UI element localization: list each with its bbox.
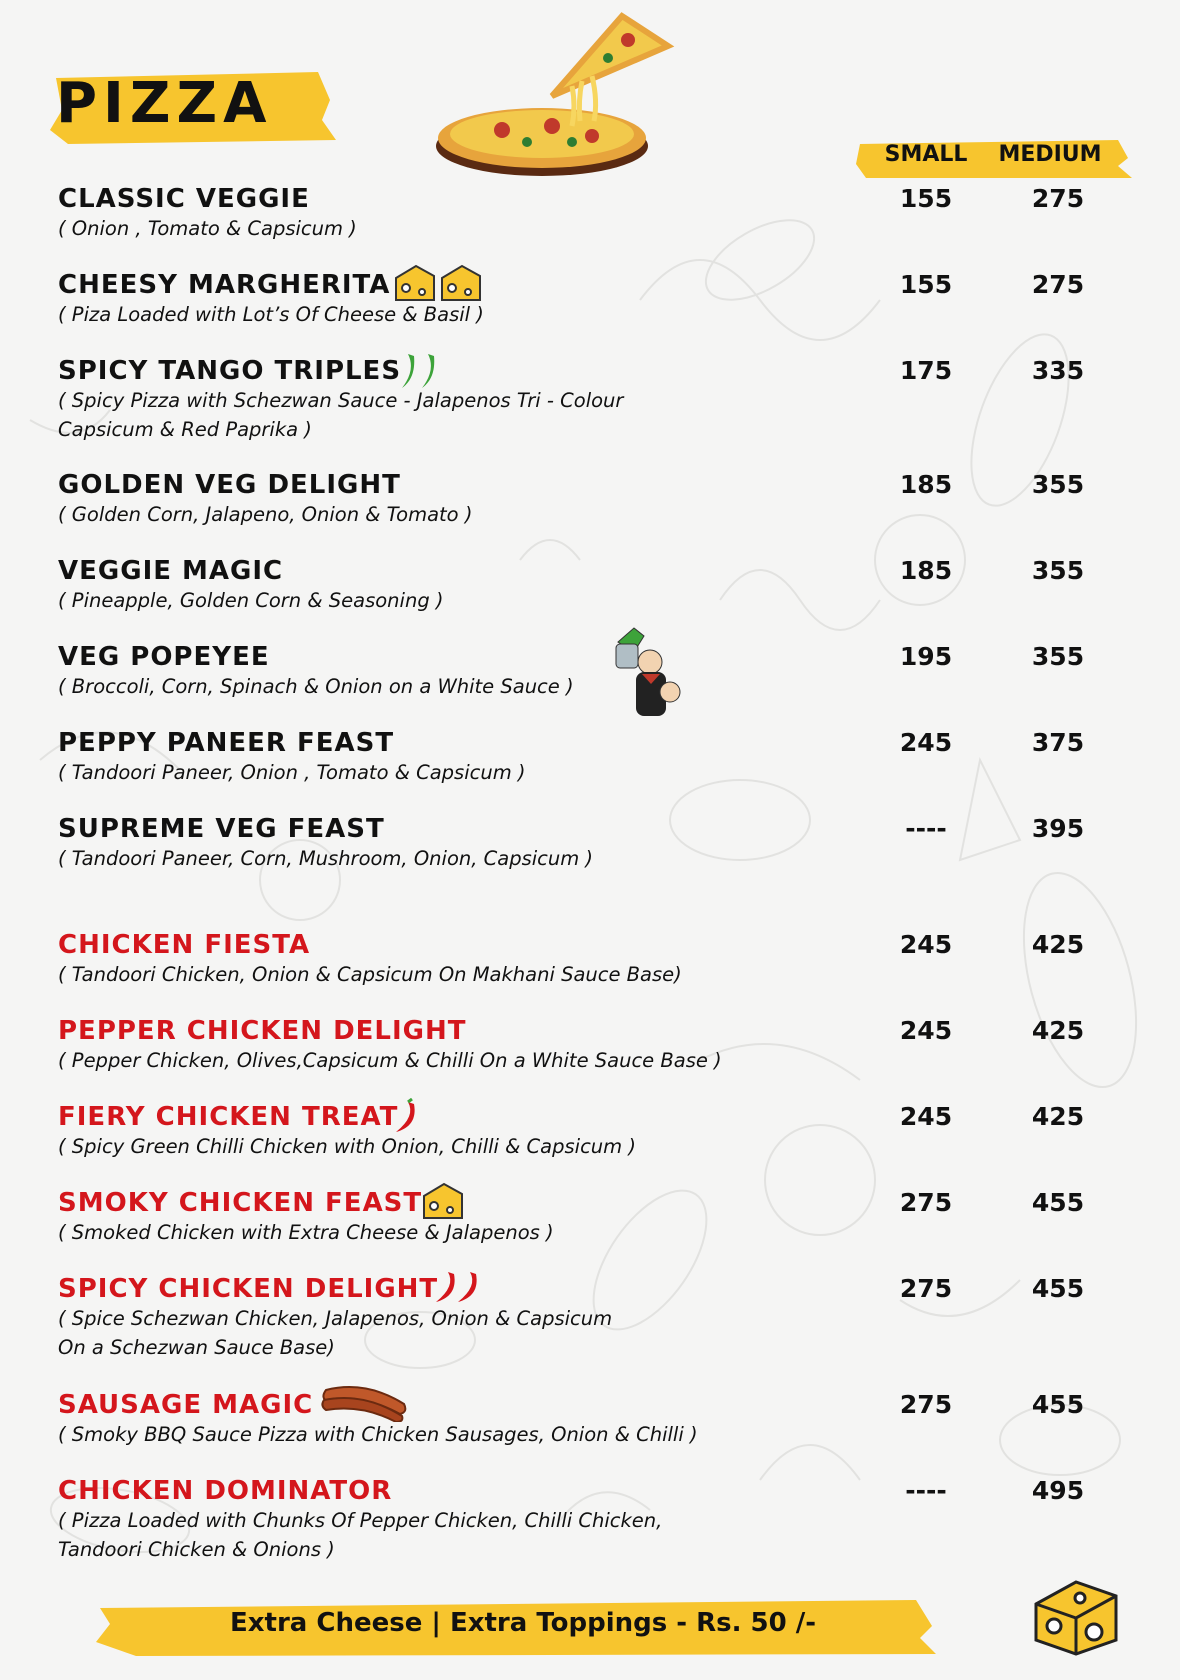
price-small: ---- [905,1476,947,1505]
pizza-slice-illustration [432,6,692,182]
cheese-icon [394,262,484,304]
item-name: CHICKEN FIESTA [58,930,311,960]
menu-item-golden-veg-delight [58,470,1158,529]
price-medium: 495 [1031,1476,1085,1505]
menu-item-classic-veggie [58,184,1158,243]
menu-item-veg-popeyee [58,642,1158,701]
cheese-icon [422,1180,464,1222]
menu-item-chicken-fiesta [58,930,1158,989]
menu-item-pepper-chicken-delight [58,1016,1158,1075]
item-name: PEPPY PANEER FEAST [58,728,395,758]
price-medium: 355 [1031,470,1085,499]
menu-item-cheesy-margherita [58,270,1158,329]
menu-item-sausage-magic [58,1390,1158,1449]
menu-item-chicken-dominator [58,1476,1158,1564]
item-description: ( Piza Loaded with Lot’s Of Cheese & Basil ) [58,303,484,326]
price-small: 245 [899,1016,953,1045]
price-small: 195 [899,642,953,671]
extras-note: Extra Cheese | Extra Toppings - Rs. 50 /- [230,1608,817,1638]
price-small: 155 [899,184,953,213]
price-medium: 425 [1031,930,1085,959]
menu-item-spicy-chicken-delight [58,1274,1158,1362]
price-medium: 395 [1031,814,1085,843]
menu-item-supreme-veg-feast [58,814,1158,873]
price-small: 275 [899,1274,953,1303]
red-chilli-icon [430,1268,480,1304]
price-medium: 425 [1031,1102,1085,1131]
price-small: 275 [899,1188,953,1217]
item-name: FIERY CHICKEN TREAT [58,1102,399,1132]
price-medium: 455 [1031,1390,1085,1419]
item-description: ( Spicy Green Chilli Chicken with Onion, Chilli & Capsicum ) [58,1135,636,1158]
item-name: SPICY TANGO TRIPLES [58,356,402,386]
price-small: 245 [899,930,953,959]
item-description: ( Pepper Chicken, Olives,Capsicum & Chilli On a White Sauce Base ) [58,1049,722,1072]
price-small: 185 [899,470,953,499]
item-name: SUPREME VEG FEAST [58,814,385,844]
sausage-icon [320,1376,410,1422]
price-small: ---- [905,814,947,843]
page-title: PIZZA [56,71,273,136]
price-medium: 455 [1031,1274,1085,1303]
menu-item-peppy-paneer-feast [58,728,1158,787]
item-description: ( Smoked Chicken with Extra Cheese & Jalapenos ) [58,1221,554,1244]
item-name: VEG POPEYEE [58,642,270,672]
item-name: PEPPER CHICKEN DELIGHT [58,1016,467,1046]
item-description: ( Pizza Loaded with Chunks Of Pepper Chicken, Chilli Chicken, Tandoori Chicken & Onions ) [58,1509,663,1561]
item-description: ( Pineapple, Golden Corn & Seasoning ) [58,589,444,612]
item-description: ( Spicy Pizza with Schezwan Sauce - Jalapenos Tri - Colour Capsicum & Red Paprika ) [58,389,624,441]
item-description: ( Onion , Tomato & Capsicum ) [58,217,357,240]
popeye-icon [610,622,684,722]
item-name: CHICKEN DOMINATOR [58,1476,393,1506]
price-small: 185 [899,556,953,585]
item-description: ( Golden Corn, Jalapeno, Onion & Tomato ) [58,503,473,526]
item-name: GOLDEN VEG DELIGHT [58,470,401,500]
item-description: ( Tandoori Chicken, Onion & Capsicum On Makhani Sauce Base) [58,963,682,986]
price-small: 175 [899,356,953,385]
menu-item-spicy-tango-triples [58,356,1158,444]
item-description: ( Spice Schezwan Chicken, Jalapenos, Onion & Capsicum On a Schezwan Sauce Base) [58,1307,613,1359]
item-description: ( Tandoori Paneer, Onion , Tomato & Capsicum ) [58,761,526,784]
item-name: CHEESY MARGHERITA [58,270,391,300]
item-name: SAUSAGE MAGIC [58,1390,314,1420]
column-header-medium: MEDIUM [998,142,1102,167]
item-description: ( Tandoori Paneer, Corn, Mushroom, Onion, Capsicum ) [58,847,594,870]
item-name: SPICY CHICKEN DELIGHT [58,1274,439,1304]
item-name: VEGGIE MAGIC [58,556,284,586]
price-medium: 275 [1031,270,1085,299]
menu-item-fiery-chicken-treat [58,1102,1158,1161]
item-description: ( Broccoli, Corn, Spinach & Onion on a White Sauce ) [58,675,574,698]
price-medium: 375 [1031,728,1085,757]
price-small: 245 [899,1102,953,1131]
item-description: ( Smoky BBQ Sauce Pizza with Chicken Sausages, Onion & Chilli ) [58,1423,698,1446]
column-header-small: SMALL [884,142,968,167]
cheese-wheel-icon [1030,1574,1122,1656]
price-small: 275 [899,1390,953,1419]
item-name: CLASSIC VEGGIE [58,184,310,214]
red-chilli-icon [388,1098,418,1134]
price-medium: 455 [1031,1188,1085,1217]
green-chilli-icon [394,350,440,390]
price-small: 245 [899,728,953,757]
menu-item-smoky-chicken-feast [58,1188,1158,1247]
price-medium: 425 [1031,1016,1085,1045]
price-medium: 355 [1031,642,1085,671]
price-small: 155 [899,270,953,299]
price-medium: 275 [1031,184,1085,213]
menu-item-veggie-magic [58,556,1158,615]
price-medium: 355 [1031,556,1085,585]
item-name: SMOKY CHICKEN FEAST [58,1188,423,1218]
price-medium: 335 [1031,356,1085,385]
